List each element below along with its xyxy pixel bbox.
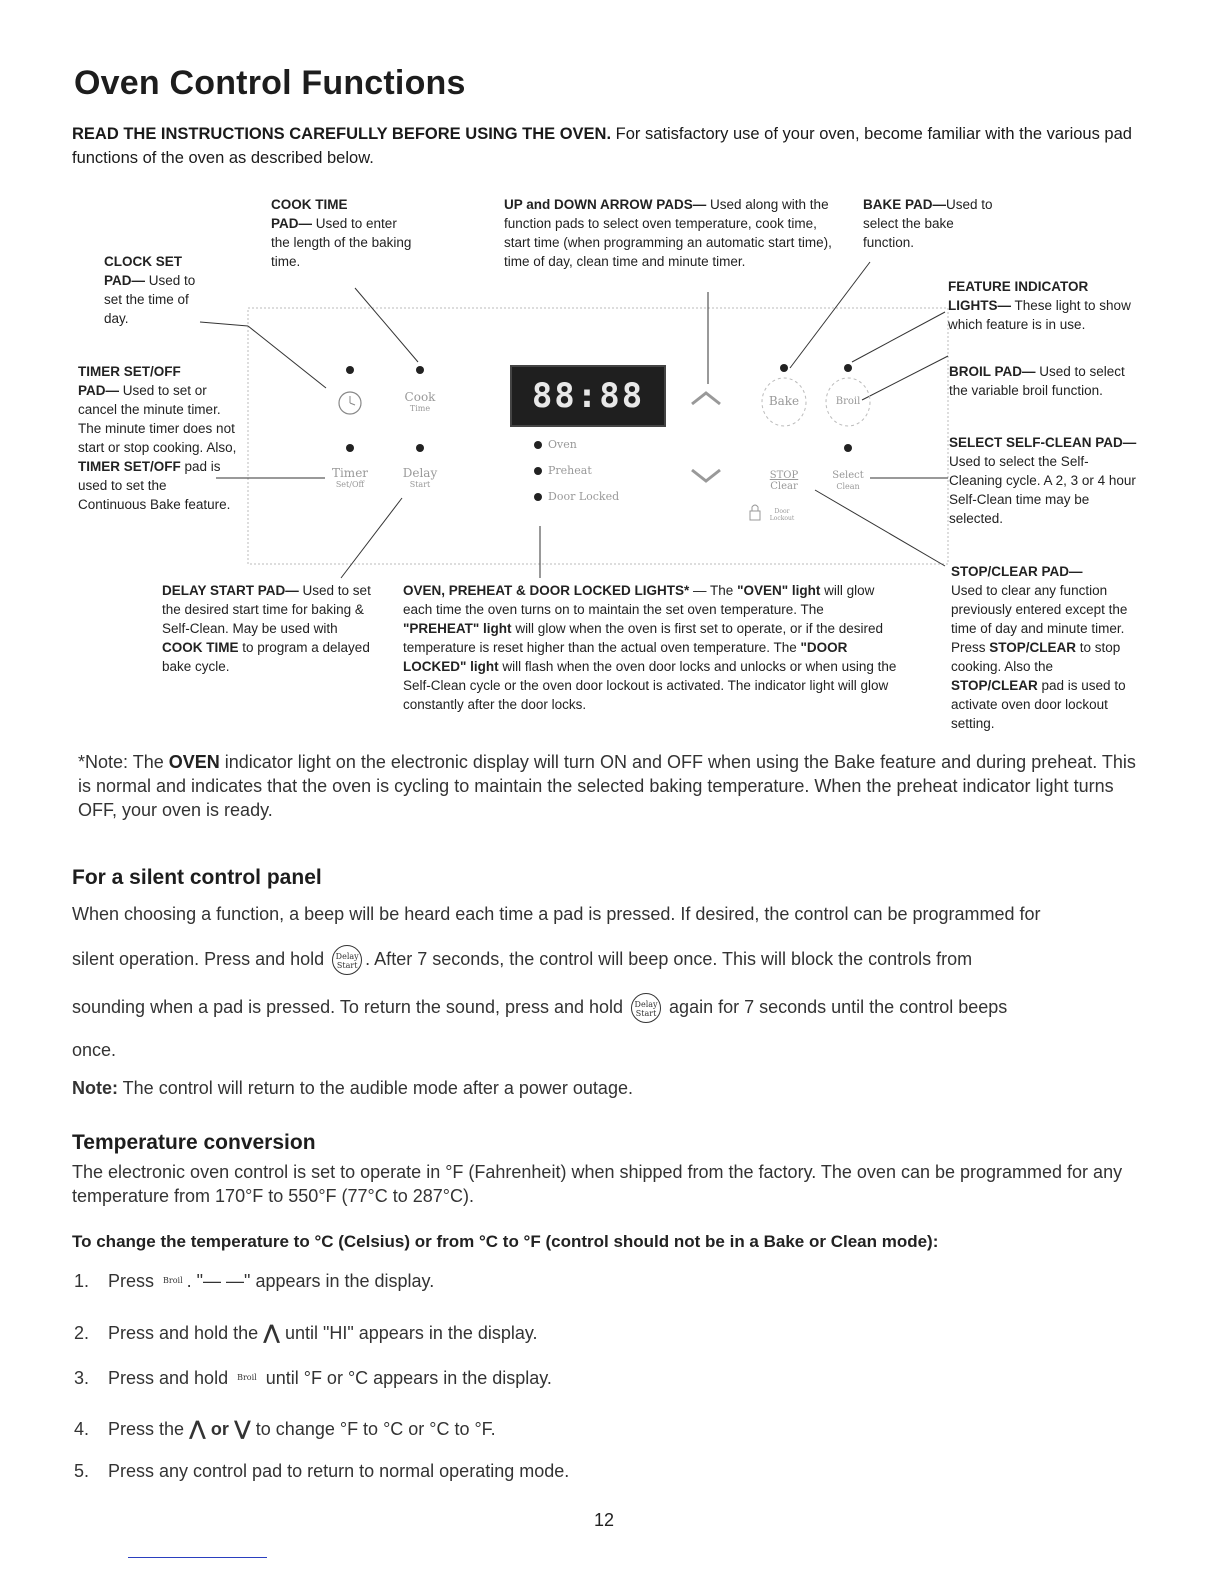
- step-2-number: 2.: [74, 1323, 90, 1343]
- page-number: 12: [594, 1510, 615, 1530]
- step-3-text-b: until °F or °C appears in the display.: [260, 1368, 552, 1388]
- note-prefix: *Note: The: [78, 752, 169, 772]
- delay-start-pad-icon-2: [631, 993, 661, 1023]
- delay-pad-sublabel: Start: [409, 480, 431, 489]
- select-pad-label: Select: [832, 470, 864, 481]
- pad-icon-top-2: Delay: [634, 1000, 658, 1009]
- cook-time-callout-head2: PAD—: [271, 216, 313, 231]
- broil-pad-icon: Broil: [163, 1275, 183, 1285]
- bake-pad[interactable]: [760, 396, 808, 407]
- silent-line-3b: again for 7 seconds until the control beeps: [664, 996, 1008, 1017]
- arrow-pads-callout-head: UP and DOWN ARROW PADS—: [504, 197, 707, 212]
- step-5-text: Press any control pad to return to normal operating mode.: [108, 1461, 570, 1481]
- power-note-text: The control will return to the audible mode after a power outage.: [118, 1078, 633, 1098]
- pad-icon-bottom-2: Start: [635, 1009, 657, 1018]
- note-bold: OVEN: [168, 752, 220, 772]
- broil-pad-icon-2: Broil: [237, 1372, 257, 1382]
- silent-line-2a: silent operation. Press and hold: [72, 948, 330, 969]
- bake-pad-label: Bake: [768, 394, 800, 408]
- intro-warning: READ THE INSTRUCTIONS CAREFULLY BEFORE USING THE OVEN.: [72, 125, 612, 143]
- oven-display: 88:88: [510, 365, 666, 427]
- note-text: indicator light on the electronic display will turn ON and OFF when using the Bake feature and during preheat. This is normal and indicates that the oven is cycling to maintain the selected baking temperature. When the preheat indicator light turns OFF, your oven is ready.: [78, 752, 1136, 820]
- silent-line-3a: sounding when a pad is pressed. To return the sound, press and hold: [72, 996, 629, 1017]
- timer-callout-text2: pad is used to set the Continuous Bake feature.: [78, 459, 231, 512]
- temp-change-subheading: To change the temperature to °C (Celsius) or from °C to °F (control should not be in a Bake or Clean mode):: [72, 1232, 939, 1251]
- cook-time-callout-text: Used to enter the length of the baking time.: [271, 216, 412, 269]
- timer-set-off-callout: [78, 362, 238, 514]
- step-1: [74, 1271, 434, 1292]
- timer-callout-head2: PAD—: [78, 383, 120, 398]
- step-1-text-b: . "— —" appears in the display.: [186, 1271, 435, 1291]
- clock-set-callout-head2: PAD—: [104, 273, 146, 288]
- step-3: [74, 1368, 552, 1389]
- step-1-number: 1.: [74, 1271, 90, 1291]
- delay-callout-text: Used to set the desired start time for baking & Self-Clean. May be used with: [162, 583, 371, 636]
- door-locked-indicator: [534, 490, 619, 503]
- timer-callout-text: Used to set or cancel the minute timer. The minute timer does not start or stop cooking. Also,: [78, 383, 237, 455]
- stop-callout-b1: STOP/CLEAR: [989, 640, 1077, 655]
- stop-pad-sublabel: Clear: [770, 481, 798, 492]
- cook-time-callout-head: COOK TIME: [271, 197, 348, 212]
- lights-callout-head: OVEN, PREHEAT & DOOR LOCKED LIGHTS*: [403, 583, 690, 598]
- broil-pad[interactable]: [824, 396, 872, 407]
- timer-set-off-pad[interactable]: [326, 468, 374, 490]
- up-arrow-icon-2: ⋀: [189, 1418, 206, 1440]
- lights-callout-b2: "PREHEAT" light: [403, 621, 512, 636]
- step-5-number: 5.: [74, 1461, 90, 1481]
- timer-pad-label: Timer: [331, 466, 369, 480]
- bake-pad-callout-head: BAKE PAD—: [863, 197, 947, 212]
- silent-line-4: once.: [72, 1040, 117, 1060]
- arrow-pads-callout-text: Used along with the function pads to select oven temperature, cook time, start time (when programming an automatic start time), time of day, clean time and minute timer.: [504, 197, 832, 269]
- silent-line-1: When choosing a function, a beep will be heard each time a pad is pressed. If desired, the control can be programmed for: [72, 904, 1041, 924]
- broil-callout-text: Used to select the variable broil function.: [949, 364, 1125, 398]
- lights-callout-t1: — The: [689, 583, 738, 598]
- delay-start-callout: [162, 581, 377, 676]
- select-self-clean-callout: [949, 433, 1141, 528]
- up-arrow-icon: ⋀: [263, 1322, 280, 1344]
- timer-callout-head: TIMER SET/OFF: [78, 364, 181, 379]
- stop-clear-callout: [951, 562, 1141, 733]
- oven-light-note: [78, 750, 1138, 822]
- timer-callout-head3: TIMER SET/OFF: [78, 459, 181, 474]
- broil-pad-callout: [949, 362, 1129, 400]
- step-4-text-a: Press the: [108, 1419, 190, 1439]
- feature-lights-callout-head: FEATURE INDICATOR LIGHTS—: [948, 279, 1089, 313]
- stop-callout-text2: to stop cooking. Also the: [951, 640, 1121, 674]
- oven-indicator: [534, 438, 577, 451]
- silent-line-2: [72, 945, 1172, 975]
- door-locked-indicator-label: Door Locked: [548, 490, 620, 503]
- stop-callout-head: STOP/CLEAR PAD—: [951, 564, 1083, 579]
- step-4: [74, 1416, 496, 1441]
- arrow-pads-callout: [504, 195, 838, 271]
- selfclean-callout-head: SELECT SELF-CLEAN PAD—: [949, 435, 1137, 450]
- lights-callout-t2: will glow each time the oven turns on to maintain the set oven temperature. The: [403, 583, 875, 617]
- stop-callout-b2: STOP/CLEAR: [951, 678, 1038, 693]
- select-pad-sublabel: Clean: [836, 482, 860, 491]
- clock-set-callout: [104, 252, 204, 328]
- indicator-lights-callout: [403, 581, 903, 714]
- delay-start-pad-icon: [332, 945, 362, 975]
- step-2-text-a: Press and hold the: [108, 1323, 264, 1343]
- timer-pad-sublabel: Set/Off: [335, 480, 365, 489]
- door-lockout-label: [762, 508, 802, 522]
- or-word: or: [210, 1419, 229, 1439]
- stop-callout-text: Used to clear any function previously entered except the time of day and minute timer. Press: [951, 583, 1128, 655]
- cook-pad-label: Cook: [404, 390, 436, 404]
- step-2-text-b: until "HI" appears in the display.: [279, 1323, 538, 1343]
- delay-callout-b1: COOK TIME: [162, 640, 239, 655]
- bake-pad-callout-text: Used to select the bake function.: [863, 197, 993, 250]
- feature-lights-callout-text: These light to show which feature is in use.: [948, 298, 1131, 332]
- step-3-text-a: Press and hold: [108, 1368, 234, 1388]
- cook-time-pad[interactable]: [396, 392, 444, 414]
- cook-time-callout: [271, 195, 419, 271]
- lights-callout-t4: will flash when the oven door locks and unlocks or when using the Self-Clean cycle or the oven door lockout is activated. The indicator light will glow constantly after the door locks.: [403, 659, 897, 712]
- step-5: [74, 1461, 569, 1482]
- temp-conversion-heading: Temperature conversion: [72, 1131, 316, 1154]
- step-4-number: 4.: [74, 1419, 90, 1439]
- stop-clear-pad[interactable]: [760, 470, 808, 492]
- delay-pad-label: Delay: [402, 466, 438, 480]
- step-3-number: 3.: [74, 1368, 90, 1388]
- down-arrow-icon: ⋁: [233, 1418, 251, 1440]
- stop-pad-label: STOP: [769, 470, 799, 481]
- preheat-indicator: [534, 464, 592, 477]
- bake-pad-callout: [863, 195, 1008, 252]
- broil-pad-label: Broil: [835, 396, 861, 407]
- preheat-indicator-label: Preheat: [548, 464, 592, 477]
- clock-set-callout-head: CLOCK SET: [104, 254, 183, 269]
- feature-lights-callout: [948, 277, 1138, 334]
- temp-conversion-text: The electronic oven control is set to operate in °F (Fahrenheit) when shipped from the factory. The oven can be programmed for any temperature from 170°F to 550°F (77°C to 287°C).: [72, 1162, 1123, 1206]
- delay-callout-head: DELAY START PAD—: [162, 583, 299, 598]
- delay-start-pad[interactable]: [396, 468, 444, 490]
- broil-callout-head: BROIL PAD—: [949, 364, 1036, 379]
- pad-icon-bottom: Start: [336, 961, 358, 970]
- silent-panel-heading: For a silent control panel: [72, 866, 322, 889]
- pad-icon-top: Delay: [335, 952, 359, 961]
- page-title: Oven Control Functions: [74, 64, 466, 102]
- oven-indicator-label: Oven: [548, 438, 577, 451]
- lights-callout-b3: "DOOR LOCKED" light: [403, 640, 848, 674]
- delay-callout-text2: to program a delayed bake cycle.: [162, 640, 370, 674]
- intro-text: For satisfactory use of your oven, become familiar with the various pad functions of the oven as described below.: [72, 125, 1132, 167]
- select-clean-pad[interactable]: [824, 470, 872, 492]
- power-note-label: Note:: [72, 1078, 118, 1098]
- power-outage-note: [72, 1078, 1172, 1099]
- lights-callout-b1: "OVEN" light: [737, 583, 821, 598]
- door-lockout-text: Door Lockout: [769, 508, 795, 522]
- footer-rule: [128, 1557, 267, 1558]
- stop-callout-text3: pad is used to activate oven door lockout setting.: [951, 678, 1126, 731]
- lights-callout-t3: will glow when the oven is first set to operate, or if the desired temperature is reset higher than the actual oven temperature. The: [403, 621, 883, 655]
- step-4-text-b: to change °F to °C or °C to °F.: [250, 1419, 496, 1439]
- silent-line-2b: . After 7 seconds, the control will beep once. This will block the controls from: [365, 948, 973, 969]
- selfclean-callout-text: Used to select the Self-Cleaning cycle. A 2, 3 or 4 hour Self-Clean time may be selected.: [949, 454, 1136, 526]
- step-1-text-a: Press: [108, 1271, 160, 1291]
- silent-line-3: [72, 993, 1172, 1023]
- cook-pad-sublabel: Time: [409, 404, 431, 413]
- step-2: [74, 1320, 538, 1345]
- clock-set-callout-text: Used to set the time of day.: [104, 273, 196, 326]
